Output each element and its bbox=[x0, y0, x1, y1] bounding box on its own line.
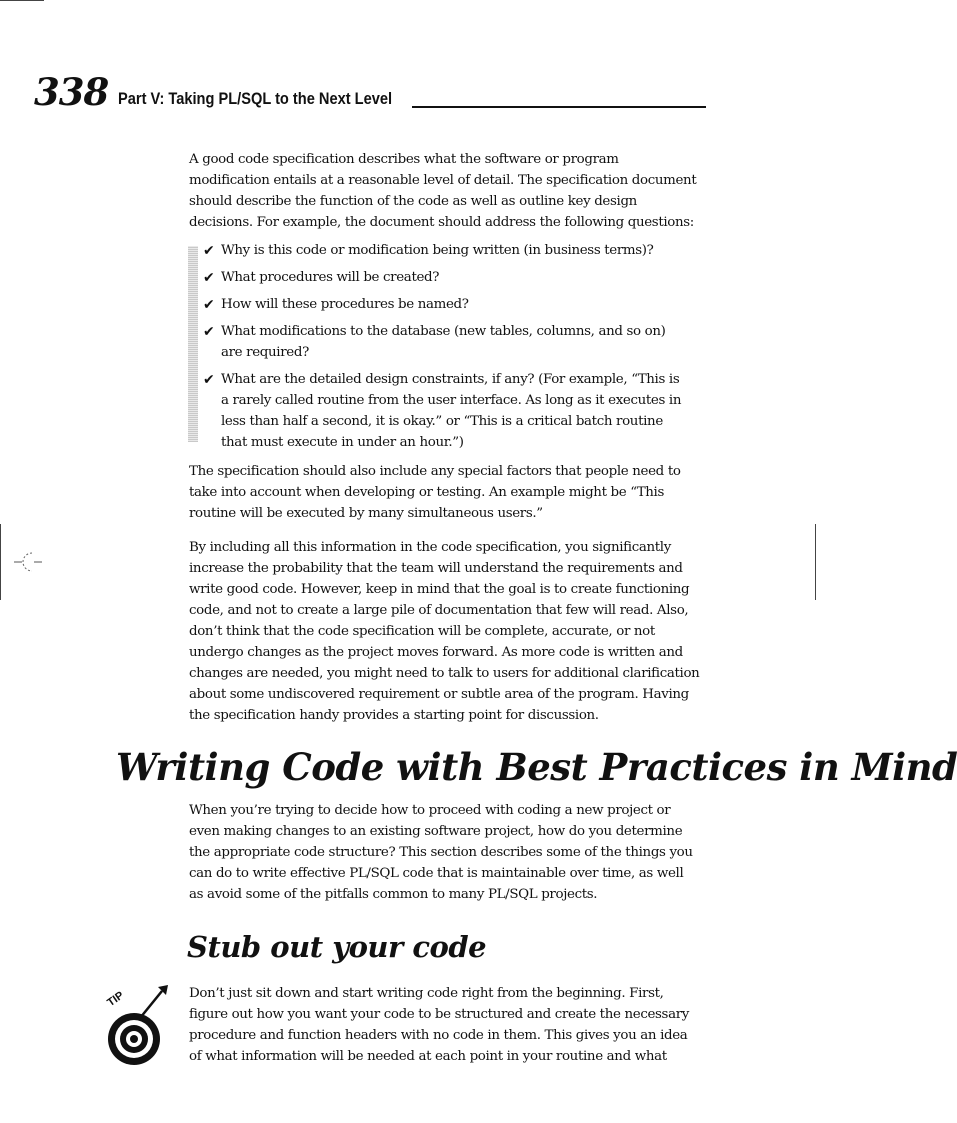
including-paragraph: By including all this information in the code specification, you significantly increase the probability that the team will understand the requirements and write good code. However, keep in mind that the goal is to create functioning code, and not to create a large pile of documentation that few will read. Also, don’t think that the code specification will be complete, accurate, or not undergo changes as the project moves forward. As more code is written and changes are needed, you might need to talk to users for additional clarification about some undiscovered requirement or subtle area of the program. Having the specification handy provides a starting point for discussion. bbox=[189, 540, 700, 723]
list-item bbox=[203, 369, 683, 453]
list-item-text: Why is this code or modification being written (in business terms)? bbox=[221, 243, 654, 258]
checkmark-icon: ✔ bbox=[203, 270, 215, 286]
section-heading: Writing Code with Best Practices in Mind bbox=[116, 745, 957, 789]
list-item-text: What are the detailed design constraints, if any? (For example, “This is a rarely called routine from the user interface. As long as it executes in less than half a second, it is okay.” or “This is a critical batch routine that must execute in under an hour.”) bbox=[221, 372, 682, 450]
subsection-heading: Stub out your code bbox=[187, 930, 487, 964]
running-head: Part V: Taking PL/SQL to the Next Level bbox=[118, 89, 393, 108]
checklist-sidebar-bar bbox=[188, 246, 198, 442]
crop-mark-top-left bbox=[0, 0, 44, 1]
factors-paragraph: The specification should also include any special factors that people need to take into account when developing or testing. An example might be “This routine will be executed by many simultaneous users.” bbox=[189, 464, 681, 521]
tip-label: TIP bbox=[105, 989, 127, 1010]
crop-mark-right bbox=[815, 524, 816, 600]
list-item bbox=[203, 267, 683, 288]
checkmark-icon: ✔ bbox=[203, 297, 215, 313]
list-item-text: How will these procedures be named? bbox=[221, 297, 469, 312]
list-item-text: What modifications to the database (new tables, columns, and so on) are required? bbox=[221, 324, 666, 360]
tip-target-icon bbox=[100, 983, 172, 1069]
intro-paragraph: A good code specification describes what the software or program modification entails at a reasonable level of detail. The specification document should describe the function of the code as well as outline key design decisions. For example, the document should address the following questions: bbox=[189, 152, 697, 230]
page-number: 338 bbox=[34, 70, 109, 114]
list-item bbox=[203, 321, 683, 363]
section-paragraph: When you’re trying to decide how to proceed with coding a new project or even making changes to an existing software project, how do you determine the appropriate code structure? This section describes some of the things you can do to write effective PL/SQL code that is maintainable over time, as well as avoid some of the pitfalls common to many PL/SQL projects. bbox=[189, 803, 693, 902]
crop-mark-left bbox=[0, 524, 1, 600]
list-item bbox=[203, 240, 683, 261]
checkmark-icon: ✔ bbox=[203, 324, 215, 340]
subsection-paragraph: Don’t just sit down and start writing code right from the beginning. First, figure out how you want your code to be structured and create the necessary procedure and function headers with no code in them. This gives you an idea of what information will be needed at each point in your routine and what bbox=[189, 986, 689, 1064]
registration-mark-icon bbox=[8, 547, 48, 577]
question-checklist bbox=[203, 240, 683, 459]
list-item bbox=[203, 294, 683, 315]
header-rule bbox=[412, 106, 706, 108]
checkmark-icon: ✔ bbox=[203, 243, 215, 259]
checkmark-icon: ✔ bbox=[203, 372, 215, 388]
list-item-text: What procedures will be created? bbox=[221, 270, 440, 285]
